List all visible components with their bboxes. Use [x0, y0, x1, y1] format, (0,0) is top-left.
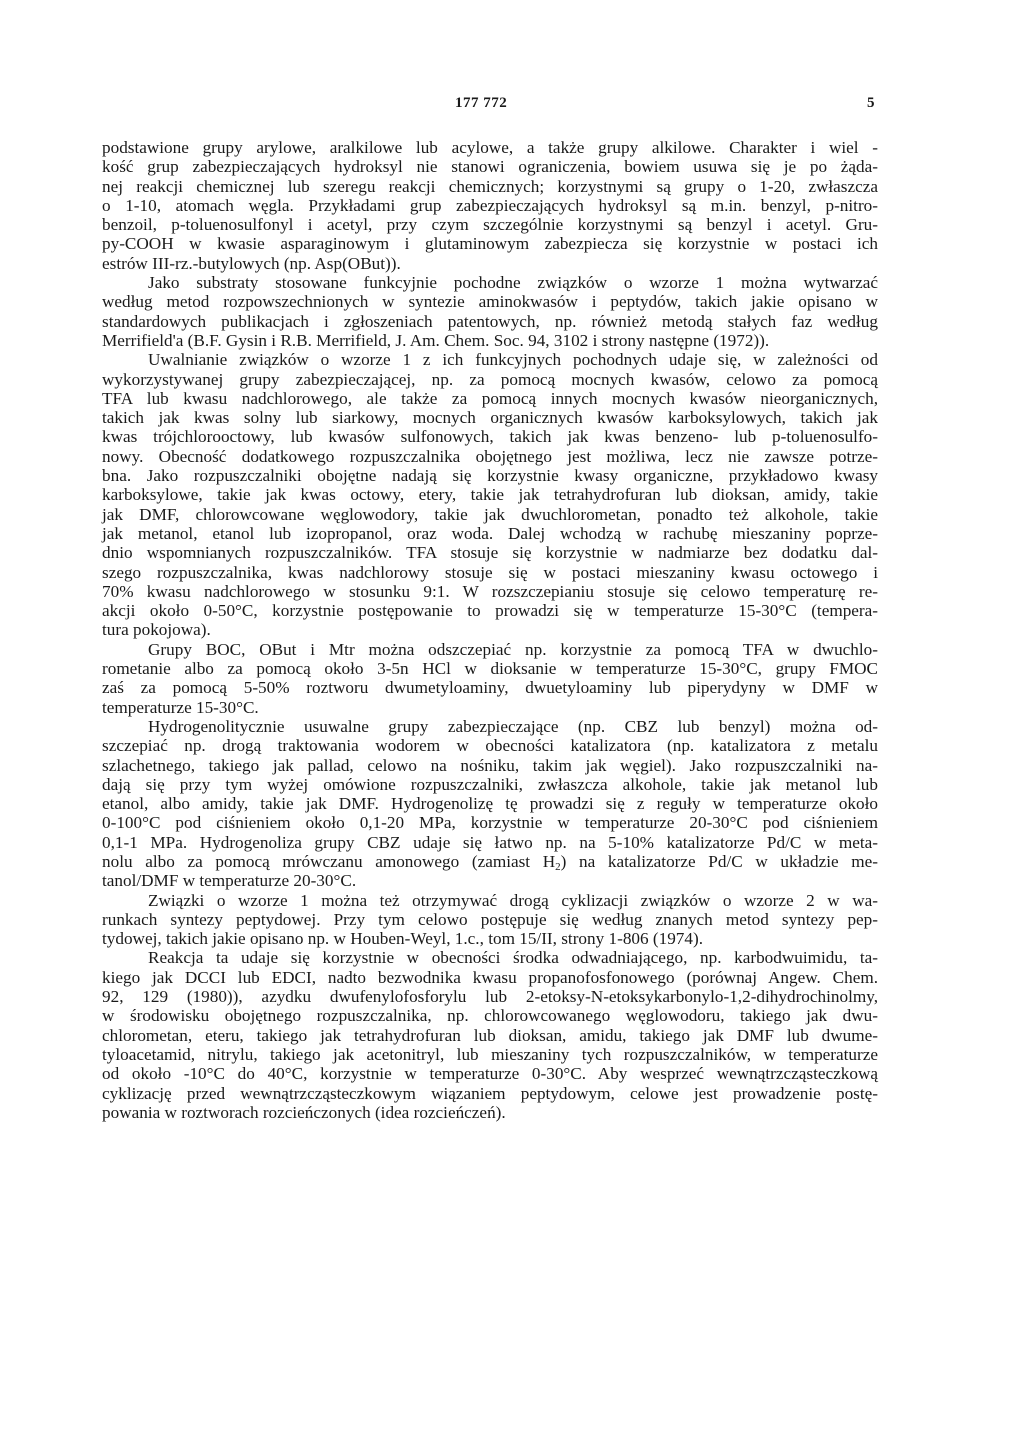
text-line: [102, 736, 878, 755]
text-segment: ) na katalizatorze Pd/C w układzie me-: [560, 851, 878, 871]
text-segment: wykorzystywanej grupy zabezpieczającej, np. za pomocą mocnych kwasów, celowo za pomocą: [102, 369, 878, 389]
text-line: [102, 968, 878, 987]
text-line: [102, 775, 878, 794]
text-line: [102, 447, 878, 466]
page-number: 5: [867, 95, 875, 111]
text-segment: estrów III-rz.-butylowych (np. Asp(OBut)).: [102, 253, 401, 273]
text-segment: dnio wspomnianych rozpuszczalników. TFA stosuje się korzystnie w nadmiarze bez dodatku dal-: [102, 543, 878, 563]
text-line: [102, 678, 878, 697]
text-line: [102, 427, 878, 446]
text-segment: kość grup zabezpieczających hydroksyl nie stanowi ograniczenia, bowiem usuwa się je po żąda-: [102, 157, 878, 177]
text-segment: akcji około 0-50°C, korzystnie postępowanie to prowadzi się w temperaturze 15-30°C (tempera-: [102, 601, 878, 621]
text-line: [102, 910, 878, 929]
text-segment: podstawione grupy arylowe, aralkilowe lub acylowe, a także grupy alkilowe. Charakter i wiel -: [102, 138, 878, 157]
text-line: [102, 659, 878, 678]
body-text: [102, 138, 878, 1122]
text-line: [102, 292, 878, 311]
text-segment: 92, 129 (1980)), azydku dwufenylofosforylu lub 2-etoksy-N-etoksykarbonylo-1,2-dihydrochinolmy,: [102, 987, 878, 1007]
text-line: [102, 833, 878, 852]
text-segment: benzoil, p-toluenosulfonyl i acetyl, przy czym szczególnie korzystnymi są benzyl i acetyl. Gru-: [102, 215, 878, 235]
text-line: [102, 929, 878, 948]
text-segment: powania w roztworach rozcieńczonych (idea rozcieńczeń).: [102, 1102, 506, 1122]
text-segment: Hydrogenolitycznie usuwalne grupy zabezpieczające (np. CBZ lub benzyl) można od-: [148, 716, 878, 736]
text-line: [102, 756, 878, 775]
text-line: [102, 717, 878, 736]
text-segment: tydowej, takich jakie opisano np. w Houben-Weyl, 1.c., tom 15/II, strony 1-806 (1974).: [102, 929, 704, 949]
text-line: [102, 948, 878, 967]
text-segment: 0,1-1 MPa. Hydrogenoliza grupy CBZ udaje się łatwo np. na 5-10% katalizatorze Pd/C w meta-: [102, 832, 878, 852]
text-line: [102, 524, 878, 543]
text-segment: etanol, albo amidy, takie jak DMF. Hydrogenolizę tę prowadzi się z reguły w temperaturze około: [102, 794, 878, 814]
text-segment: karboksylowe, takie jak kwas octowy, etery, takie jak tetrahydrofuran lub dioksan, amidy, takie: [102, 485, 878, 505]
text-segment: takich jak kwas solny lub siarkowy, mocnych organicznych kwasów karboksylowych, takich jak: [102, 408, 878, 428]
text-line: [102, 582, 878, 601]
text-line: [102, 1103, 878, 1122]
text-segment: Reakcja ta udaje się korzystnie w obecności środka odwadniającego, np. karbodwuimidu, ta-: [148, 948, 878, 968]
text-line: [102, 466, 878, 485]
text-segment: nej reakcji chemicznej lub szeregu reakcji chemicznych; korzystnymi są grupy o 1-20, zwłaszcza: [102, 176, 878, 196]
text-line: [102, 408, 878, 427]
text-segment: od około -10°C do 40°C, korzystnie w temperaturze 0-30°C. Aby wesprzeć wewnątrzcząsteczkową: [102, 1064, 878, 1084]
patent-number: 177 772: [455, 95, 508, 111]
text-segment: szego rozpuszczalnika, kwas nadchlorowy stosuje się w postaci mieszaniny kwasu octowego i: [102, 562, 878, 582]
text-segment: Merrifield'a (B.F. Gysin i R.B. Merrifield, J. Am. Chem. Soc. 94, 3102 i strony następne (1972)).: [102, 330, 770, 350]
text-line: [102, 312, 878, 331]
text-line: [102, 987, 878, 1006]
text-segment: kwas trójchlorooctowy, lub kwasów sulfonowych, takich jak kwas benzeno- lub p-toluenosulfo-: [102, 427, 878, 447]
text-segment: nolu albo za pomocą mrówczanu amonowego (zamiast H: [102, 851, 556, 871]
text-segment: tura pokojowa).: [102, 620, 211, 640]
text-segment: runkach syntezy peptydowej. Przy tym celowo postępuje się według znanych metod syntezy pep-: [102, 909, 878, 929]
text-segment: jak metanol, etanol lub izopropanol, oraz woda. Dalej wchodzą w rachubę mieszaniny poprze-: [102, 523, 878, 543]
text-line: [102, 350, 878, 369]
text-line: [102, 157, 878, 176]
text-segment: Jako substraty stosowane funkcyjnie pochodne związków o wzorze 1 można wytwarzać: [148, 273, 878, 293]
text-line: [102, 620, 878, 639]
text-line: [102, 196, 878, 215]
text-line: [102, 138, 878, 157]
text-line: [102, 891, 878, 910]
text-segment: dają się przy tym wyżej omówione rozpuszczalniki, zwłaszcza alkohole, takie jak metanol lub: [102, 774, 878, 794]
text-segment: według metod rozpowszechnionych w syntezie aminokwasów i peptydów, takich jakie opisano w: [102, 292, 878, 312]
text-line: [102, 813, 878, 832]
text-line: [102, 254, 878, 273]
text-segment: 70% kwasu nadchlorowego w stosunku 9:1. W rozszczepianiu stosuje się celowo temperaturę re-: [102, 581, 878, 601]
text-line: [102, 601, 878, 620]
text-line: [102, 177, 878, 196]
text-segment: jak DMF, chlorowcowane węglowodory, takie jak dwuchlorometan, ponadto też alkohole, takie: [102, 504, 878, 524]
text-segment: standardowych publikacjach i zgłoszeniach patentowych, np. również metodą stałych faz według: [102, 311, 878, 331]
text-segment: 0-100°C pod ciśnieniem około 0,1-20 MPa, korzystnie w temperaturze 20-30°C pod ciśnieniem: [102, 813, 878, 833]
text-line: [102, 1064, 878, 1083]
text-segment: temperaturze 15-30°C.: [102, 697, 259, 717]
text-line: [102, 234, 878, 253]
text-segment: szlachetnego, takiego jak pallad, celowo na nośniku, takim jak węgiel). Jako rozpuszczalniki na-: [102, 755, 878, 775]
text-line: [102, 370, 878, 389]
text-segment: Związki o wzorze 1 można też otrzymywać drogą cyklizacji związków o wzorze 2 w wa-: [148, 890, 878, 910]
text-line: [102, 273, 878, 292]
text-line: [102, 698, 878, 717]
text-line: [102, 543, 878, 562]
text-line: [102, 852, 878, 871]
text-segment: rometanie albo za pomocą około 3-5n HCl w dioksanie w temperaturze 15-30°C, grupy FMOC: [102, 659, 878, 679]
text-segment: cyklizację przed wewnątrzcząsteczkowym wiązaniem peptydowym, celowe jest prowadzenie postę-: [102, 1083, 878, 1103]
text-segment: zaś za pomocą 5-50% roztworu dwumetyloaminy, dwuetyloaminy lub piperydyny w DMF w: [102, 678, 878, 698]
text-segment: tyloacetamid, nitrylu, takiego jak acetonitryl, lub mieszaniny tych rozpuszczalników, w temperaturze: [102, 1044, 878, 1064]
text-segment: chlorometan, eteru, takiego jak tetrahydrofuran lub dioksan, amidu, takiego jak DMF lub dwume-: [102, 1025, 878, 1045]
text-line: [102, 794, 878, 813]
text-line: [102, 331, 878, 350]
text-segment: kiego jak DCCI lub EDCI, nadto bezwodnika kwasu propanofosfonowego (porównaj Angew. Chem.: [102, 967, 878, 987]
text-line: [102, 1045, 878, 1064]
subscript: 2: [555, 860, 561, 873]
text-segment: TFA lub kwasu nadchlorowego, ale także za pomocą innych mocnych kwasów nieorganicznych,: [102, 388, 878, 408]
text-segment: bna. Jako rozpuszczalniki obojętne nadają się korzystnie kwasy organiczne, przykładowo kwasy: [102, 466, 878, 486]
text-segment: Uwalnianie związków o wzorze 1 z ich funkcyjnych pochodnych udaje się, w zależności od: [148, 350, 878, 370]
text-line: [102, 1026, 878, 1045]
text-segment: py-COOH w kwasie asparaginowym i glutaminowym zabezpiecza się korzystnie w postaci ich: [102, 234, 878, 254]
text-segment: Grupy BOC, OBut i Mtr można odszczepiać np. korzystnie za pomocą TFA w dwuchlo-: [148, 639, 878, 659]
text-line: [102, 563, 878, 582]
text-line: [102, 640, 878, 659]
text-segment: tanol/DMF w temperaturze 20-30°C.: [102, 871, 357, 891]
text-segment: nowy. Obecność dodatkowego rozpuszczalnika obojętnego jest możliwa, lecz nie zawsze potrze-: [102, 446, 878, 466]
text-line: [102, 389, 878, 408]
text-line: [102, 1084, 878, 1103]
text-line: [102, 215, 878, 234]
text-segment: szczepiać np. drogą traktowania wodorem w obecności katalizatora (np. katalizatora z metalu: [102, 736, 878, 756]
text-line: [102, 1006, 878, 1025]
text-line: [102, 505, 878, 524]
text-line: [102, 485, 878, 504]
text-line: [102, 871, 878, 890]
text-segment: w środowisku obojętnego rozpuszczalnika, np. chlorowcowanego węglowodoru, takiego jak dwu-: [102, 1006, 878, 1026]
text-segment: o 1-10, atomach węgla. Przykładami grup zabezpieczających hydroksyl są m.in. benzyl, p-nitro-: [102, 195, 878, 215]
